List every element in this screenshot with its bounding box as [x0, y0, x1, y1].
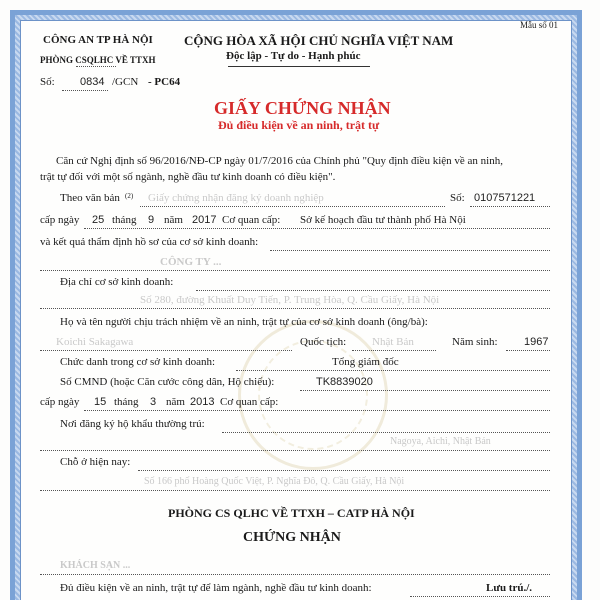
doc-ref-label: Theo văn bản — [60, 192, 120, 204]
residence-label: Nơi đăng ký hộ khẩu thường trú: — [60, 418, 205, 430]
certify-business-name: KHÁCH SẠN ... — [60, 560, 131, 571]
address-label: Địa chỉ cơ sở kinh doanh: — [60, 276, 174, 288]
certificate-subtitle: Đủ điều kiện về an ninh, trật tự — [218, 118, 380, 132]
certify-business-line — [40, 574, 550, 575]
doc-ref-sup: (2) — [125, 192, 134, 200]
business-name-line — [40, 270, 550, 271]
issue-agency-label: Cơ quan cấp: — [222, 214, 281, 226]
position-value: Tổng giám đốc — [332, 356, 399, 368]
address-line-2 — [40, 308, 550, 309]
id-issue-agency-label: Cơ quan cấp: — [220, 396, 279, 408]
certificate-number-label: Số: — [40, 76, 55, 88]
doc-ref-value: Giấy chứng nhận đăng ký doanh nghiệp — [148, 192, 324, 204]
responsible-name-line — [40, 350, 292, 351]
id-issue-year-label: năm — [166, 396, 185, 408]
doc-ref-line — [140, 206, 445, 207]
id-issue-line — [84, 410, 550, 411]
nationality-line — [352, 350, 436, 351]
id-issue-day: 15 — [94, 396, 107, 408]
issue-day: 25 — [92, 214, 105, 226]
residence-line — [222, 432, 550, 433]
certificate-number-suffix: /GCN — [112, 76, 139, 88]
id-issue-month: 3 — [150, 396, 157, 408]
issue-month-label: tháng — [112, 214, 137, 226]
appraisal-line — [270, 250, 550, 251]
current-residence-label: Chỗ ở hiện nay: — [60, 456, 131, 468]
address-line — [196, 290, 550, 291]
doc-ref-so-label: Số: — [450, 192, 465, 204]
certificate-number-value: 0834 — [80, 76, 105, 88]
department-heading: PHÒNG CS QLHC VỀ TTXH – CATP HÀ NỘI — [168, 506, 415, 520]
responsible-label: Họ và tên người chịu trách nhiệm về an ninh, trật tự của cơ sở kinh doanh (ông/bà): — [60, 316, 428, 328]
legal-basis-line-2: trật tự đối với một số ngành, nghề đầu tư kinh doanh có điều kiện". — [40, 171, 336, 183]
republic-title: CỘNG HÒA XÃ HỘI CHỦ NGHĨA VIỆT NAM — [184, 33, 454, 48]
id-line — [300, 390, 550, 391]
motto-underline — [228, 66, 370, 67]
position-line — [236, 370, 550, 371]
agency-underline — [76, 66, 116, 67]
issue-year: 2017 — [192, 214, 217, 226]
doc-ref-so-value: 0107571221 — [474, 192, 536, 204]
business-name: CÔNG TY ... — [160, 256, 222, 268]
conclusion-label: Đủ điều kiện về an ninh, trật tự để làm ngành, nghề đầu tư kinh doanh: — [60, 582, 372, 594]
issue-agency: Sở kế hoạch đầu tư thành phố Hà Nội — [300, 214, 466, 226]
address-value: Số 280, đường Khuất Duy Tiến, P. Trung Hòa, Q. Cầu Giấy, Hà Nội — [140, 294, 440, 306]
id-label: Số CMND (hoặc Căn cước công dân, Hộ chiếu): — [60, 376, 275, 388]
responsible-name: Koichi Sakagawa — [56, 336, 134, 348]
residence-value: Nagoya, Aichi, Nhật Bản — [390, 436, 491, 447]
current-residence-line-2 — [40, 490, 550, 491]
id-issue-date-label: cấp ngày — [40, 396, 80, 408]
number-underline — [62, 90, 108, 91]
birth-year-label: Năm sinh: — [452, 336, 498, 348]
nationality-value: Nhật Bản — [372, 336, 414, 348]
birth-year-value: 1967 — [524, 336, 549, 348]
birth-year-line — [506, 350, 550, 351]
position-label: Chức danh trong cơ sở kinh doanh: — [60, 356, 216, 368]
id-issue-year: 2013 — [190, 396, 215, 408]
conclusion-line — [410, 596, 550, 597]
certificate-title: GIẤY CHỨNG NHẬN — [214, 98, 391, 118]
form-number: Mẫu số 01 — [520, 20, 558, 30]
motto: Độc lập - Tự do - Hạnh phúc — [226, 50, 361, 62]
certify-heading: CHỨNG NHẬN — [243, 530, 341, 545]
issue-month: 9 — [148, 214, 155, 226]
conclusion-value: Lưu trú./. — [486, 582, 533, 594]
id-issue-month-label: tháng — [114, 396, 139, 408]
agency-sub: PHÒNG CSQLHC VỀ TTXH — [40, 55, 156, 65]
issue-date-label: cấp ngày — [40, 214, 80, 226]
legal-basis-line-1: Căn cứ Nghị định số 96/2016/NĐ-CP ngày 01/7/2016 của Chính phủ "Quy định điều kiện về an ninh, — [56, 155, 503, 167]
doc-ref-so-line — [470, 206, 550, 207]
id-value: TK8839020 — [316, 376, 373, 388]
certificate-number-code: - PC64 — [148, 76, 181, 88]
current-residence-value: Số 166 phố Hoàng Quốc Việt, P. Nghĩa Đô, Q. Cầu Giấy, Hà Nội — [144, 476, 405, 487]
current-residence-line — [138, 470, 550, 471]
residence-line-2 — [40, 450, 550, 451]
issue-line — [84, 228, 550, 229]
agency-top: CÔNG AN TP HÀ NỘI — [43, 34, 153, 46]
nationality-label: Quốc tịch: — [300, 336, 347, 348]
appraisal-text: và kết quả thẩm định hồ sơ của cơ sở kinh doanh: — [40, 236, 259, 248]
issue-year-label: năm — [164, 214, 183, 226]
